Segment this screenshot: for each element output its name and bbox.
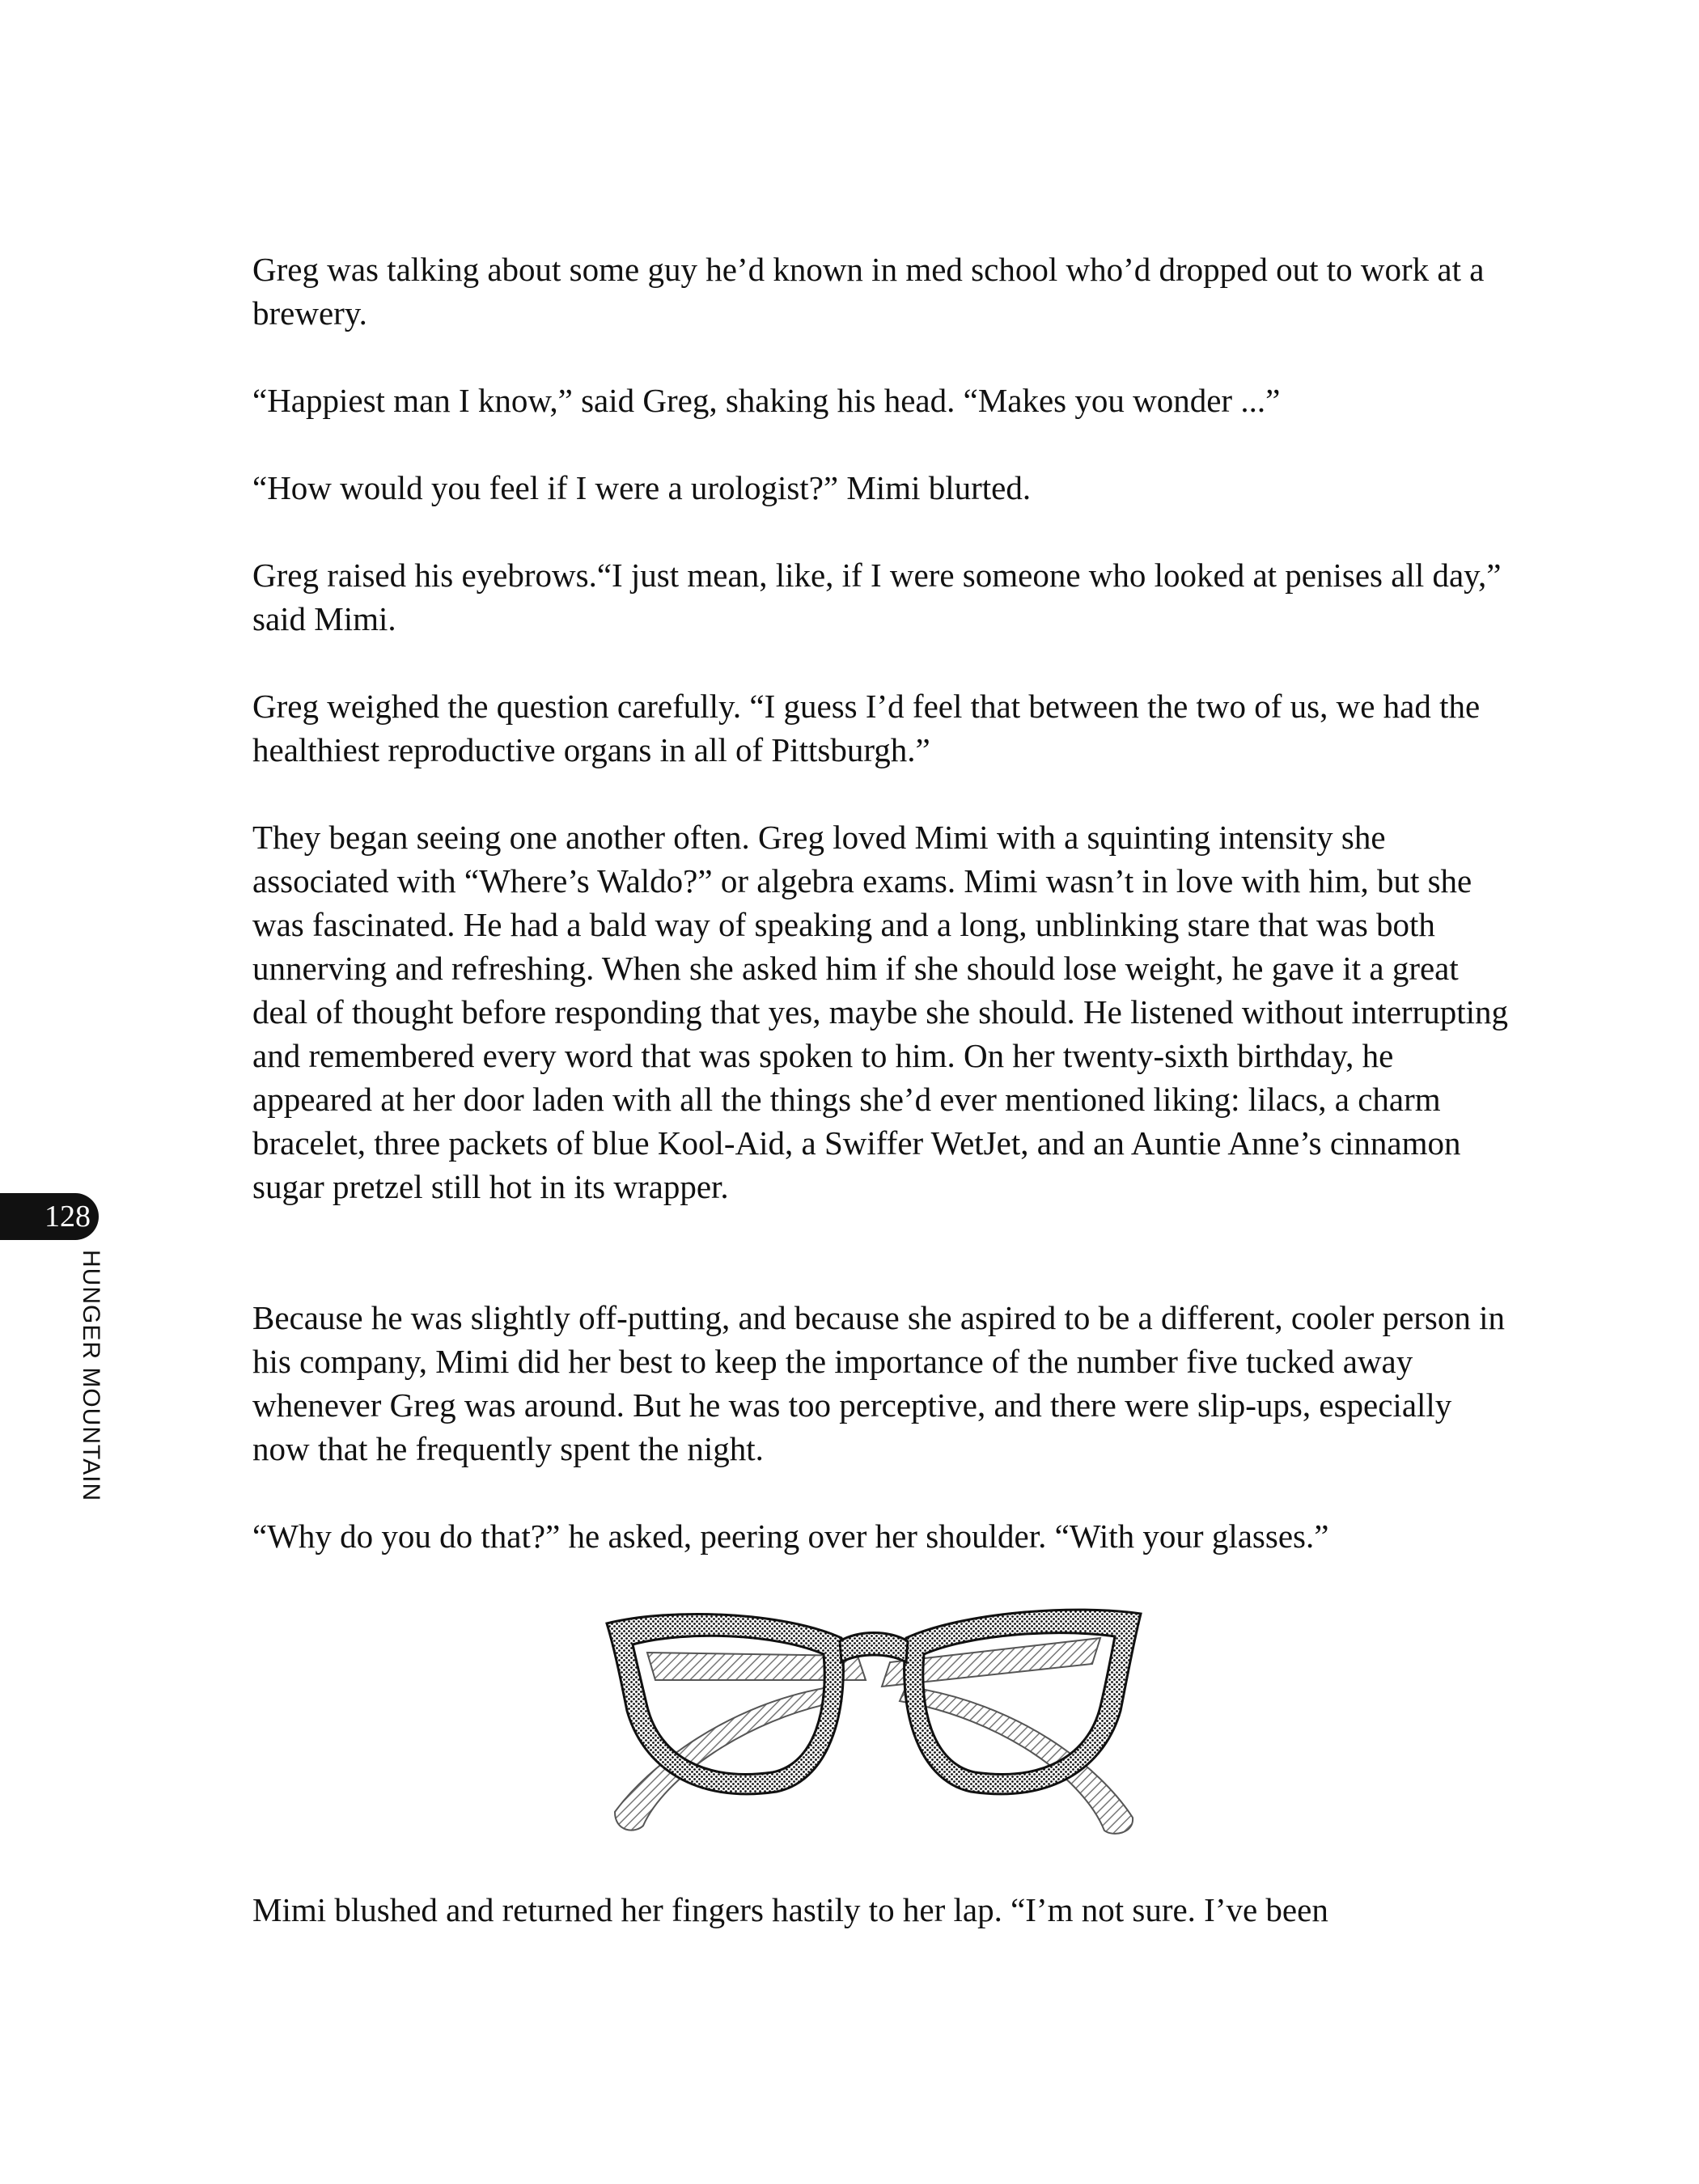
- paragraph-6: They began seeing one another often. Greg loved Mimi with a squinting intensity she associated with “Where’s Waldo?” or algebra exams. Mimi wasn’t in love with him, but she was fascinated. He had a bald way of speaking and a long, unblinking stare that was both unnerving and refreshing. When she asked him if she should lose weight, he gave it a great deal of thought before responding that yes, maybe she should. He listened without interrupting and remembered every word that was spoken to him. On her twenty-sixth birthday, he appeared at her door laden with all the things she’d ever mentioned liking: lilacs, a charm bracelet, three packets of blue Kool-Aid, a Swiffer WetJet, and an Auntie Anne’s cinnamon sugar pretzel still hot in its wrapper.: [252, 819, 1508, 1205]
- paragraph-1: Greg was talking about some guy he’d known in med school who’d dropped out to work at a brewery.: [252, 251, 1485, 332]
- cat-eye-glasses-illustration: [599, 1606, 1149, 1836]
- page-number-tab: 128: [0, 1193, 99, 1240]
- running-head: HUNGER MOUNTAIN: [78, 1250, 104, 1502]
- paragraph-4: Greg raised his eyebrows.“I just mean, like, if I were someone who looked at penises all day,” said Mimi.: [252, 557, 1502, 637]
- paragraph-2: “Happiest man I know,” said Greg, shaking his head. “Makes you wonder ...”: [252, 382, 1281, 419]
- paragraph-8: “Why do you do that?” he asked, peering over her shoulder. “With your glasses.”: [252, 1517, 1329, 1555]
- paragraph-7: Because he was slightly off-putting, and because she aspired to be a different, cooler person in his company, Mimi did her best to keep the importance of the number five tucked away whenever Greg was around. But he was too perceptive, and there were slip-ups, especially now that he frequently spent the night.: [252, 1299, 1506, 1467]
- paragraph-9: Mimi blushed and returned her fingers hastily to her lap. “I’m not sure. I’ve been: [252, 1891, 1328, 1928]
- paragraph-5: Greg weighed the question carefully. “I guess I’d feel that between the two of us, we had the healthiest reproductive organs in all of Pittsburgh.”: [252, 688, 1481, 768]
- paragraph-3: “How would you feel if I were a urologist?” Mimi blurted.: [252, 469, 1032, 506]
